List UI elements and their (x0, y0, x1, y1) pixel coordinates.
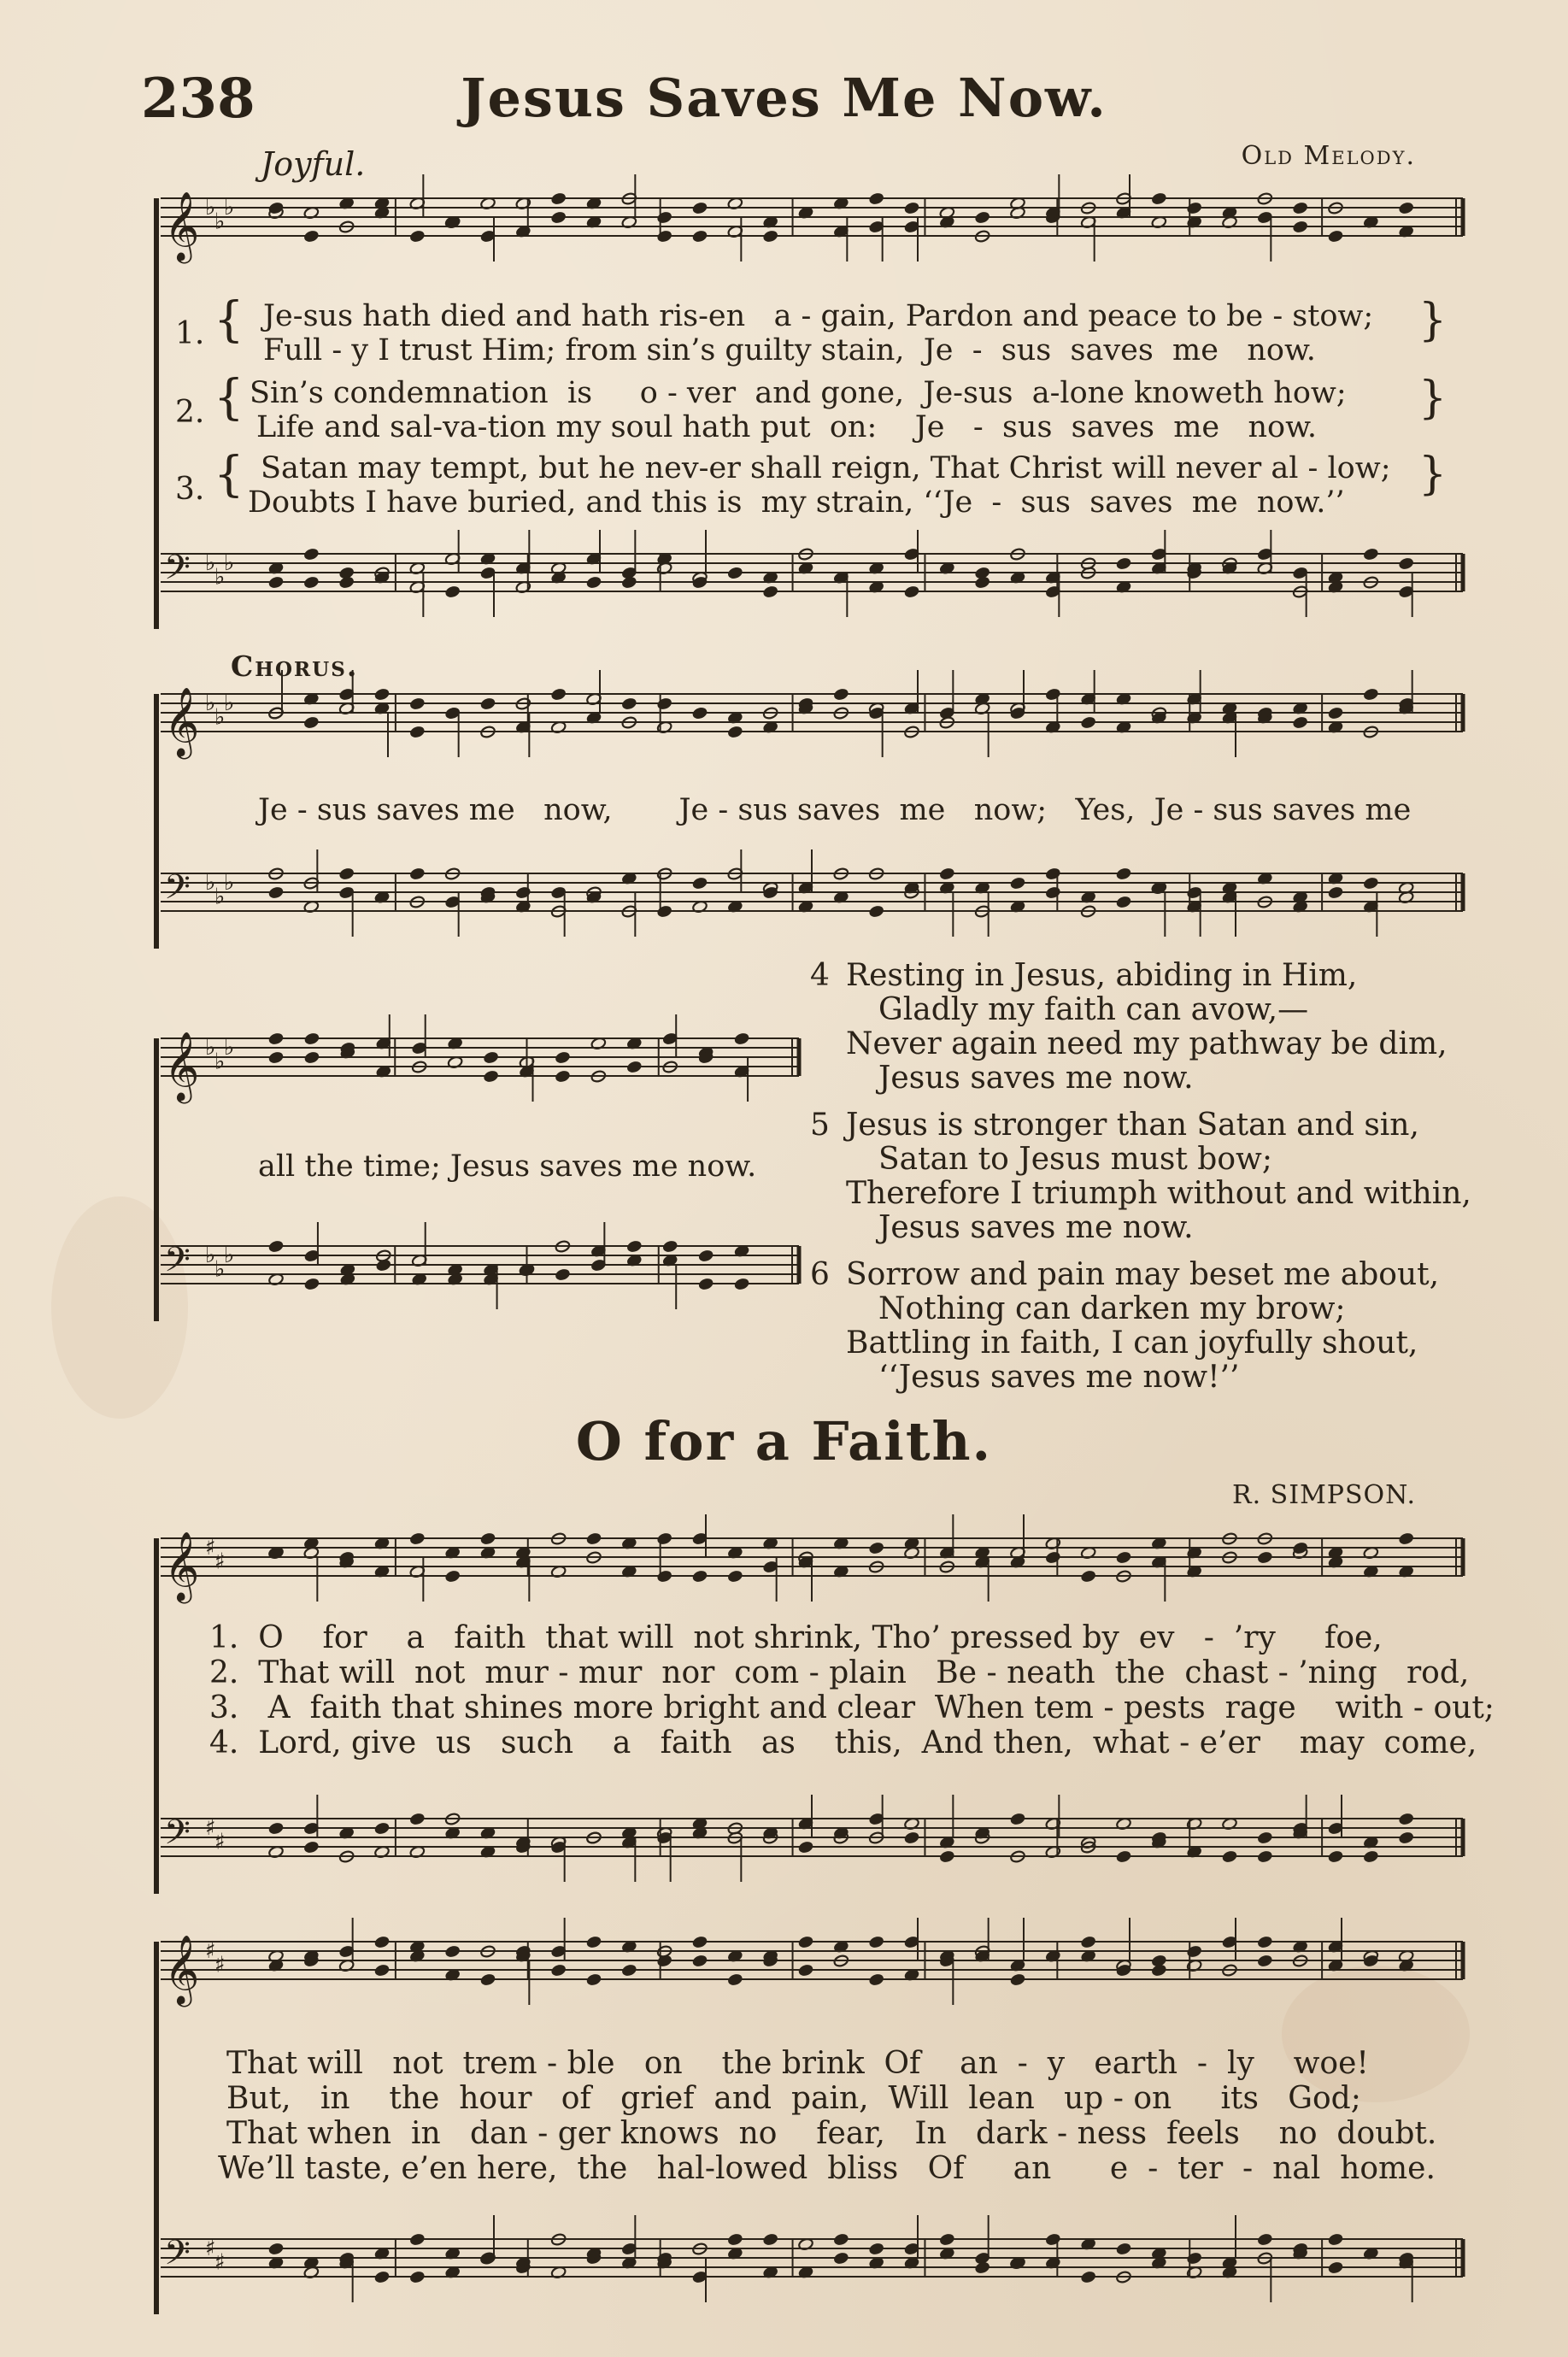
key-signature: ♭ (205, 1243, 216, 1268)
note-head (662, 1240, 678, 1254)
stanza-line: Gladly my faith can avow,— (878, 992, 1309, 1027)
note-head (833, 2233, 849, 2247)
note-head (868, 1936, 884, 1949)
key-signature: ♭ (224, 870, 235, 896)
key-signature: ♯ (205, 2236, 216, 2261)
hymn-title: Jesus Saves Me Now. (461, 67, 1107, 129)
bass-clef: 𝄢 (164, 867, 191, 915)
note-head (586, 1936, 602, 1949)
note-head (1328, 886, 1344, 900)
key-signature: ♭ (224, 550, 235, 576)
lyric-line: Je-sus hath died and hath ris-en a - gain, Pardon and peace to be - stow; (263, 299, 1374, 333)
note-head (586, 576, 602, 590)
note-head (734, 1278, 750, 1291)
note-head (409, 867, 426, 881)
note-head (1363, 1850, 1379, 1864)
note-head (268, 1032, 285, 1046)
note-head (626, 1240, 643, 1254)
note-head (1010, 1973, 1026, 1987)
note-head (621, 576, 637, 590)
note-head (621, 1964, 637, 1978)
treble-clef: 𝄞 (164, 1031, 200, 1101)
note-head (1186, 202, 1202, 215)
lyric-line: 1. O for a faith that will not shrink, Tho’ pressed by ev - ’ry foe, (209, 1620, 1383, 1655)
note-head (268, 1822, 285, 1836)
note-head (409, 2271, 426, 2284)
stanza-number: 4 (810, 958, 830, 993)
note-head (515, 886, 531, 900)
key-signature: ♭ (224, 1035, 235, 1061)
note-head (480, 697, 496, 711)
stanza-line: Never again need my pathway be dim, (846, 1026, 1448, 1061)
note-head (868, 1542, 884, 1555)
note-head (1398, 1813, 1414, 1826)
note-head (1222, 1850, 1238, 1864)
key-signature: ♭ (214, 209, 226, 235)
note-head (374, 688, 391, 702)
note-head (1257, 1551, 1273, 1565)
stanza-line: Resting in Jesus, abiding in Him, (846, 958, 1358, 993)
key-signature: ♯ (205, 1815, 216, 1841)
key-signature: ♭ (205, 550, 216, 576)
note-head (480, 1532, 496, 1546)
note-head (833, 688, 849, 702)
lyric-line: Satan may tempt, but he nev-er shall reign, That Christ will never al - low; (261, 451, 1391, 485)
bass-clef: 𝄢 (164, 2233, 191, 2281)
note-head (692, 202, 708, 215)
note-head (1151, 1964, 1167, 1978)
note-head (692, 707, 708, 720)
key-signature: ♭ (205, 870, 216, 896)
note-head (1328, 2233, 1344, 2247)
note-head (1328, 2261, 1344, 2275)
note-head (868, 192, 884, 206)
note-head (1116, 896, 1132, 909)
key-signature: ♭ (214, 564, 226, 591)
bass-clef: 𝄢 (164, 1813, 191, 1860)
note-head (974, 211, 990, 225)
note-head (374, 1964, 391, 1978)
verse-number: 1. (175, 316, 205, 351)
note-head (1363, 877, 1379, 890)
note-head (1292, 716, 1308, 730)
note-head (338, 867, 355, 881)
note-head (303, 548, 320, 561)
lyric-line: That when in dan - ger knows no fear, In dark - ness feels no doubt. (226, 2116, 1437, 2151)
stanza-line: Jesus is stronger than Satan and sin, (846, 1108, 1419, 1143)
brace-left: { (214, 292, 244, 348)
note-head (1116, 557, 1132, 571)
tune-credit: Old Melody. (1241, 141, 1416, 171)
stanza-line: ‘‘Jesus saves me now!’’ (878, 1360, 1240, 1395)
lyric-line: 2. That will not mur - mur nor com - plain Be - neath the chast - ’ning rod, (209, 1655, 1470, 1690)
key-signature: ♭ (224, 1243, 235, 1268)
note-head (1363, 688, 1379, 702)
note-head (939, 1850, 955, 1864)
note-head (1116, 2242, 1132, 2256)
note-head (974, 576, 990, 590)
stanza-number: 5 (810, 1108, 830, 1143)
note-head (727, 567, 743, 580)
key-signature: ♯ (214, 1829, 226, 1855)
note-head (409, 697, 426, 711)
key-signature: ♯ (214, 1952, 226, 1978)
brace-right: } (1418, 373, 1448, 424)
page-number: 238 (141, 67, 255, 131)
key-signature: ♯ (214, 1549, 226, 1575)
stanza-line: Therefore I triumph without and within, (846, 1176, 1471, 1211)
brace-right: } (1418, 449, 1448, 500)
note-head (338, 576, 355, 590)
note-head (1257, 1850, 1273, 1864)
note-head (762, 585, 778, 599)
key-signature: ♭ (224, 195, 235, 220)
note-head (656, 230, 672, 244)
note-head (904, 202, 920, 215)
bass-clef: 𝄢 (164, 1240, 191, 1288)
bass-clef: 𝄢 (164, 548, 191, 596)
note-head (939, 867, 955, 881)
note-head (626, 1061, 643, 1074)
note-head (1398, 1831, 1414, 1845)
hymn-title: O for a Faith. (575, 1410, 993, 1472)
stanza-line: Nothing can darken my brow; (878, 1291, 1346, 1326)
lyric-line: We’ll taste, e’en here, the hal-lowed bliss Of an e - ter - nal home. (218, 2151, 1436, 2186)
note-head (1292, 202, 1308, 215)
tempo-marking: Joyful. (261, 145, 366, 183)
note-head (904, 585, 920, 599)
note-head (656, 1570, 672, 1584)
note-head (656, 905, 672, 919)
key-signature: ♭ (205, 195, 216, 220)
key-signature: ♭ (214, 884, 226, 910)
lyric-line: That will not trem - ble on the brink Of an - y earth - ly woe! (226, 2046, 1369, 2081)
note-head (1151, 192, 1167, 206)
note-head (1186, 2252, 1202, 2266)
note-head (692, 877, 708, 890)
note-head (1080, 2271, 1096, 2284)
note-head (480, 1973, 496, 1987)
note-head (555, 1070, 571, 1084)
lyric-line: Sin’s condemnation is o - ver and gone, Je-sus a-lone knoweth how; (250, 376, 1347, 410)
note-head (1292, 220, 1308, 234)
note-head (555, 1051, 571, 1065)
note-head (1010, 877, 1026, 890)
note-head (692, 1954, 708, 1968)
stanza-line: Sorrow and pain may beset me about, (846, 1257, 1440, 1292)
note-head (1010, 1813, 1026, 1826)
note-head (1080, 1570, 1096, 1584)
note-head (409, 1532, 426, 1546)
note-head (698, 1278, 714, 1291)
brace-right: } (1418, 295, 1448, 346)
key-signature: ♭ (214, 1256, 226, 1283)
note-head (1116, 867, 1132, 881)
note-head (1045, 1551, 1061, 1565)
note-head (550, 211, 567, 225)
note-head (444, 585, 461, 599)
note-head (1398, 202, 1414, 215)
note-head (268, 576, 285, 590)
note-head (1398, 1532, 1414, 1546)
note-head (268, 2242, 285, 2256)
note-head (409, 2233, 426, 2247)
note-head (1398, 557, 1414, 571)
key-signature: ♯ (214, 2249, 226, 2276)
key-signature: ♯ (205, 1938, 216, 1964)
lyric-line: Doubts I have buried, and this is my strain, ‘‘Je - sus saves me now.’’ (248, 485, 1345, 520)
note-head (1080, 1936, 1096, 1949)
lyric-line: 3. A faith that shines more bright and clear When tem - pests rage with - out; (209, 1690, 1495, 1725)
note-head (727, 1570, 743, 1584)
note-head (268, 1051, 285, 1065)
note-head (409, 230, 426, 244)
note-head (555, 1268, 571, 1282)
note-head (409, 726, 426, 739)
note-head (304, 1051, 320, 1065)
note-head (303, 576, 320, 590)
lyric-line: Life and sal-va-tion my soul hath put on: Je - sus saves me now. (256, 410, 1318, 444)
key-signature: ♭ (224, 691, 235, 716)
note-head (550, 1964, 567, 1978)
lyric-line: But, in the hour of grief and pain, Will lean up - on its God; (226, 2081, 1361, 2116)
note-head (444, 1945, 461, 1959)
note-head (1257, 1936, 1273, 1949)
note-head (1257, 2233, 1273, 2247)
note-head (1080, 716, 1096, 730)
tune-credit: R. SIMPSON. (1232, 1480, 1416, 1510)
note-head (762, 2233, 778, 2247)
note-head (798, 1841, 814, 1854)
note-head (1045, 2233, 1061, 2247)
note-head (1045, 688, 1061, 702)
note-head (656, 1532, 672, 1546)
note-head (868, 2242, 884, 2256)
note-head (1045, 867, 1061, 881)
key-signature: ♭ (214, 1049, 226, 1075)
note-head (798, 1964, 814, 1978)
note-head (303, 230, 320, 244)
note-head (1116, 1850, 1132, 1864)
note-head (483, 1070, 499, 1084)
note-head (268, 1240, 285, 1254)
note-head (1257, 1954, 1273, 1968)
note-head (374, 1822, 391, 1836)
brace-left: { (214, 370, 244, 426)
note-head (304, 1032, 320, 1046)
chorus-label: Chorus. (231, 649, 359, 683)
key-signature: ♯ (205, 1535, 216, 1561)
chorus-lyric: Je - sus saves me now, Je - sus saves me now; Yes, Je - sus saves me (258, 793, 1412, 827)
note-head (692, 230, 708, 244)
note-head (904, 1831, 920, 1845)
note-head (1116, 1551, 1132, 1565)
brace-left: { (214, 447, 244, 503)
note-head (656, 211, 672, 225)
note-head (727, 2233, 743, 2247)
note-head (1045, 886, 1061, 900)
key-signature: ♭ (205, 691, 216, 716)
note-head (303, 716, 320, 730)
note-head (374, 2271, 391, 2284)
key-signature: ♭ (205, 1035, 216, 1061)
verse-number: 3. (175, 472, 205, 507)
note-head (586, 1532, 602, 1546)
note-head (1186, 1945, 1202, 1959)
lyric-line: Full - y I trust Him; from sin’s guilty stain, Je - sus saves me now. (263, 333, 1316, 367)
note-head (483, 1051, 499, 1065)
note-head (1363, 548, 1379, 561)
note-head (727, 726, 743, 739)
note-head (762, 230, 778, 244)
stanza-line: Jesus saves me now. (878, 1061, 1194, 1096)
note-head (833, 2252, 849, 2266)
note-head (727, 1973, 743, 1987)
note-head (734, 1032, 750, 1046)
treble-clef: 𝄞 (164, 1531, 200, 1601)
note-head (409, 1813, 426, 1826)
note-head (586, 1973, 602, 1987)
stanza-line: Satan to Jesus must bow; (878, 1142, 1272, 1177)
lyric-line: 4. Lord, give us such a faith as this, And then, what - e’er may come, (209, 1725, 1477, 1760)
note-head (444, 1570, 461, 1584)
key-signature: ♭ (214, 704, 226, 731)
note-head (550, 688, 567, 702)
note-head (1257, 1831, 1273, 1845)
note-head (868, 1973, 884, 1987)
stanza-line: Jesus saves me now. (878, 1210, 1194, 1245)
note-head (550, 192, 567, 206)
treble-clef: 𝄞 (164, 191, 200, 261)
note-head (798, 1936, 814, 1949)
note-head (268, 886, 285, 900)
note-head (1328, 1850, 1344, 1864)
note-head (304, 1278, 320, 1291)
stanza-number: 6 (810, 1257, 830, 1292)
note-head (974, 2261, 990, 2275)
note-head (698, 1249, 714, 1263)
chorus-lyric: all the time; Jesus saves me now. (258, 1149, 757, 1184)
note-head (868, 905, 884, 919)
stanza-line: Battling in faith, I can joyfully shout, (846, 1325, 1418, 1361)
note-head (303, 1841, 320, 1854)
note-head (692, 1936, 708, 1949)
note-head (1328, 707, 1344, 720)
note-head (656, 697, 672, 711)
note-head (1328, 230, 1344, 244)
note-head (939, 2233, 955, 2247)
treble-clef: 𝄞 (164, 1934, 200, 2004)
treble-clef: 𝄞 (164, 686, 200, 756)
note-head (374, 1936, 391, 1949)
note-head (692, 1570, 708, 1584)
verse-number: 2. (175, 395, 205, 430)
note-head (621, 697, 637, 711)
